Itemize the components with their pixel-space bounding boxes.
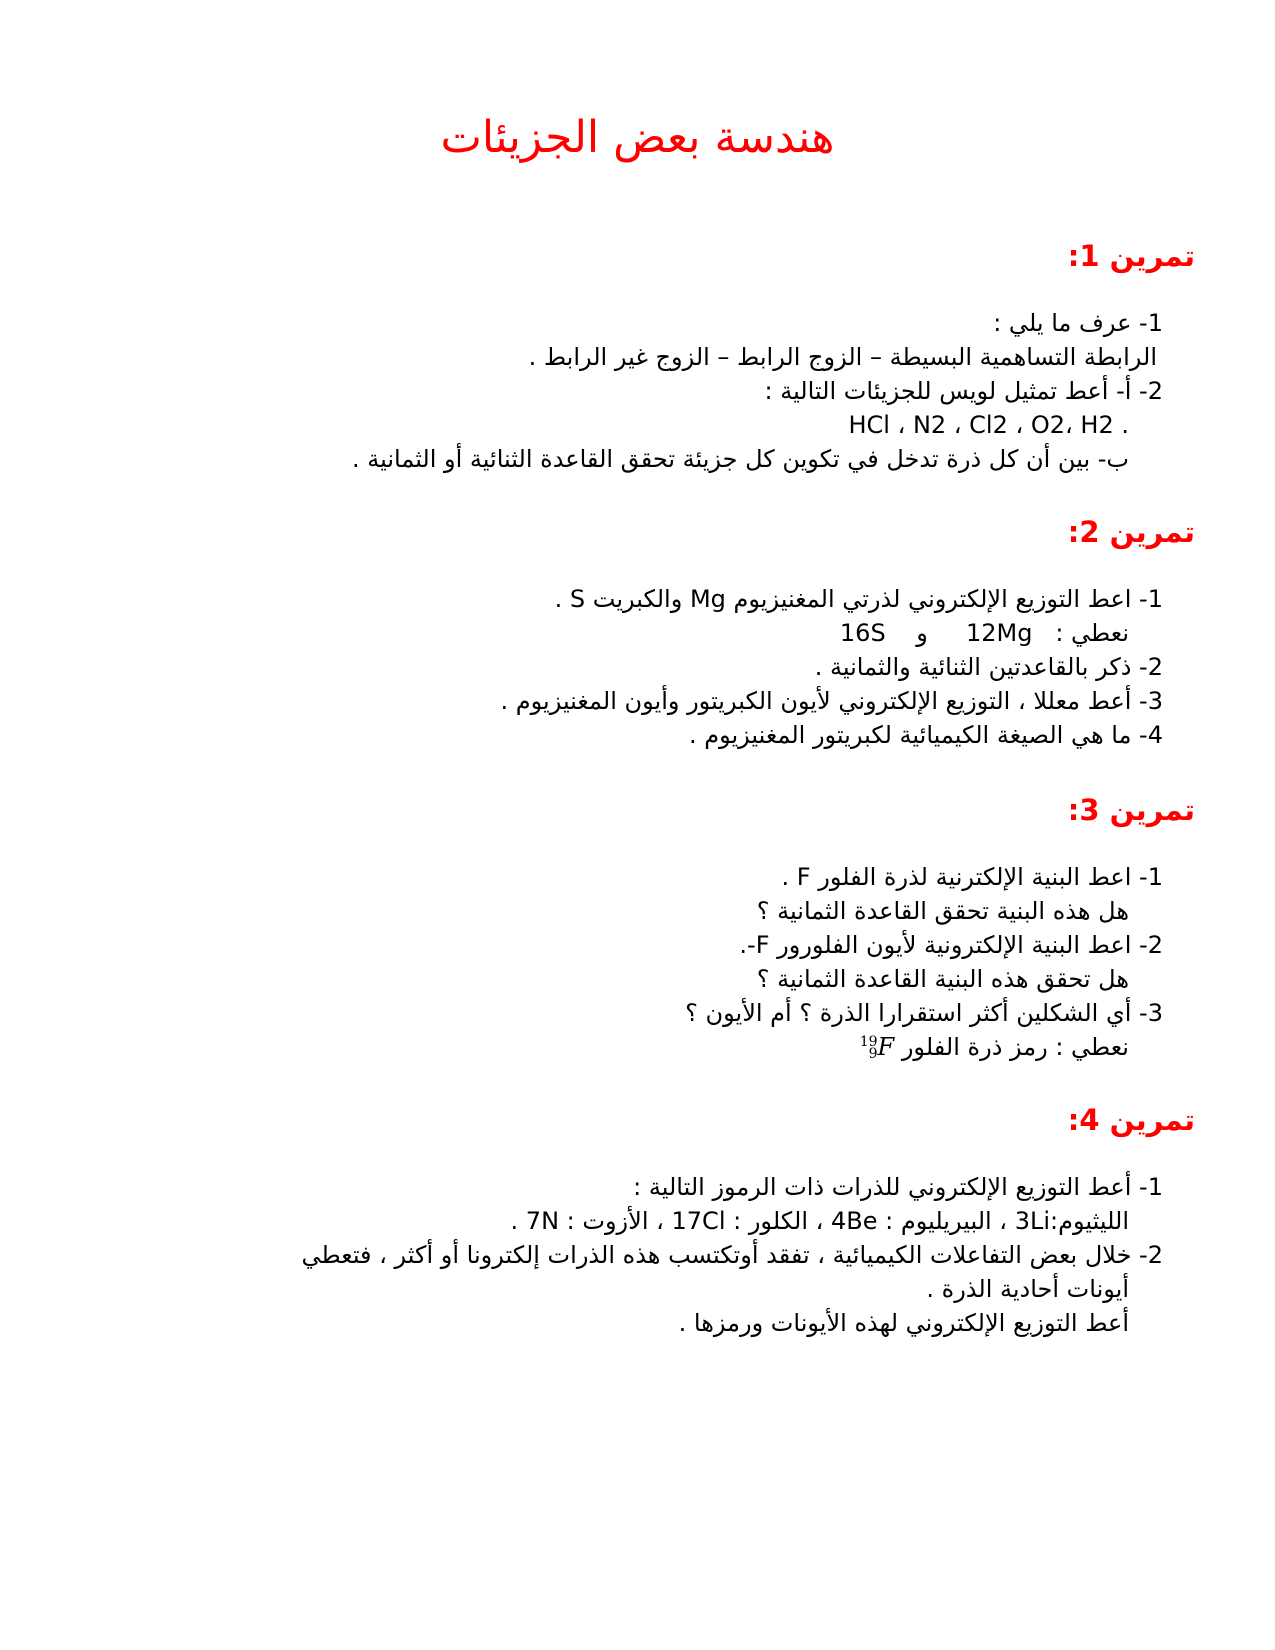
- exercise-1-line-2: الرابطة التساهمية البسيطة – الزوج الرابط – الزوج غير الرابط .: [528, 343, 1157, 371]
- exercise-4-line-2: الليثيوم:3Li ، البيريليوم : 4Be ، الكلور : 17Cl ، الأزوت : 7N .: [510, 1207, 1129, 1235]
- exercise-3-line-1: 1- اعط البنية الإلكترنية لذرة الفلور F .: [781, 863, 1163, 891]
- exercise-3-given-label: نعطي : رمز ذرة الفلور: [901, 1033, 1129, 1061]
- exercise-4-heading: تمرين 4:: [1067, 1103, 1195, 1137]
- exercise-2-line-5: 4- ما هي الصيغة الكيميائية لكبريتور المغنيزيوم .: [688, 721, 1163, 749]
- exercise-1-line-3: 2- أ- أعط تمثيل لويس للجزيئات التالية :: [764, 377, 1163, 405]
- exercise-3-line-2: هل هذه البنية تحقق القاعدة الثمانية ؟: [756, 897, 1129, 925]
- exercise-1-heading: تمرين 1:: [1067, 239, 1195, 273]
- exercise-3-line-3: 2- اعط البنية الإلكترونية لأيون الفلورور F-.: [739, 931, 1163, 959]
- exercise-4-line-1: 1- أعط التوزيع الإلكتروني للذرات ذات الرموز التالية :: [633, 1173, 1163, 1201]
- exercise-2-line-2: [90, 616, 1163, 650]
- exercise-2-and: و: [916, 619, 928, 647]
- exercise-4-line-4: أيونات أحادية الذرة .: [926, 1275, 1129, 1303]
- exercise-1: [90, 236, 1195, 476]
- exercise-3-line-5: 3- أي الشكلين أكثر استقرارا الذرة ؟ أم الأيون ؟: [685, 999, 1163, 1027]
- exercise-2-line-4: 3- أعط معللا ، التوزيع الإلكتروني لأيون الكبريتور وأيون المغنيزيوم .: [500, 687, 1163, 715]
- fluorine-atomic-number: 9: [868, 1046, 878, 1062]
- exercise-1-line-5: ب- بين أن كل ذرة تدخل في تكوين كل جزيئة تحقق القاعدة الثنائية أو الثمانية .: [351, 445, 1129, 473]
- exercise-2-line-3: 2- ذكر بالقاعدتين الثنائية والثمانية .: [814, 653, 1163, 681]
- exercise-3-line-6: [90, 1030, 1163, 1064]
- document-title: هندسة بعض الجزيئات: [440, 112, 835, 163]
- exercise-1-line-1: 1- عرف ما يلي :: [993, 309, 1163, 337]
- exercise-2: [90, 512, 1195, 752]
- exercise-4-line-3: 2- خلال بعض التفاعلات الكيميائية ، تفقد أوتكتسب هذه الذرات إلكترونا أو أكثر ، فتعطي: [301, 1241, 1163, 1269]
- exercise-3: [90, 790, 1195, 1064]
- exercise-2-line-1: 1- اعط التوزيع الإلكتروني لذرتي المغنيزيوم Mg والكبريت S .: [554, 585, 1163, 613]
- exercise-4-line-5: أعط التوزيع الإلكتروني لهذه الأيونات ورمزها .: [678, 1309, 1129, 1337]
- exercise-1-line-4: . HCl ، N2 ، Cl2 ، O2، H2: [848, 411, 1129, 439]
- fluorine-symbol: F: [877, 1033, 895, 1061]
- fluorine-mass-number: 19: [859, 1034, 878, 1050]
- magnesium-symbol: 12Mg: [965, 619, 1033, 647]
- exercise-3-line-4: هل تحقق هذه البنية القاعدة الثمانية ؟: [756, 965, 1129, 993]
- sulfur-symbol: 16S: [839, 619, 886, 647]
- fluorine-nuclide-symbol: [860, 1030, 894, 1064]
- exercise-4: [90, 1100, 1195, 1340]
- exercise-2-given-label: نعطي :: [1055, 619, 1129, 647]
- exercise-2-heading: تمرين 2:: [1067, 515, 1195, 549]
- exercise-3-heading: تمرين 3:: [1067, 793, 1195, 827]
